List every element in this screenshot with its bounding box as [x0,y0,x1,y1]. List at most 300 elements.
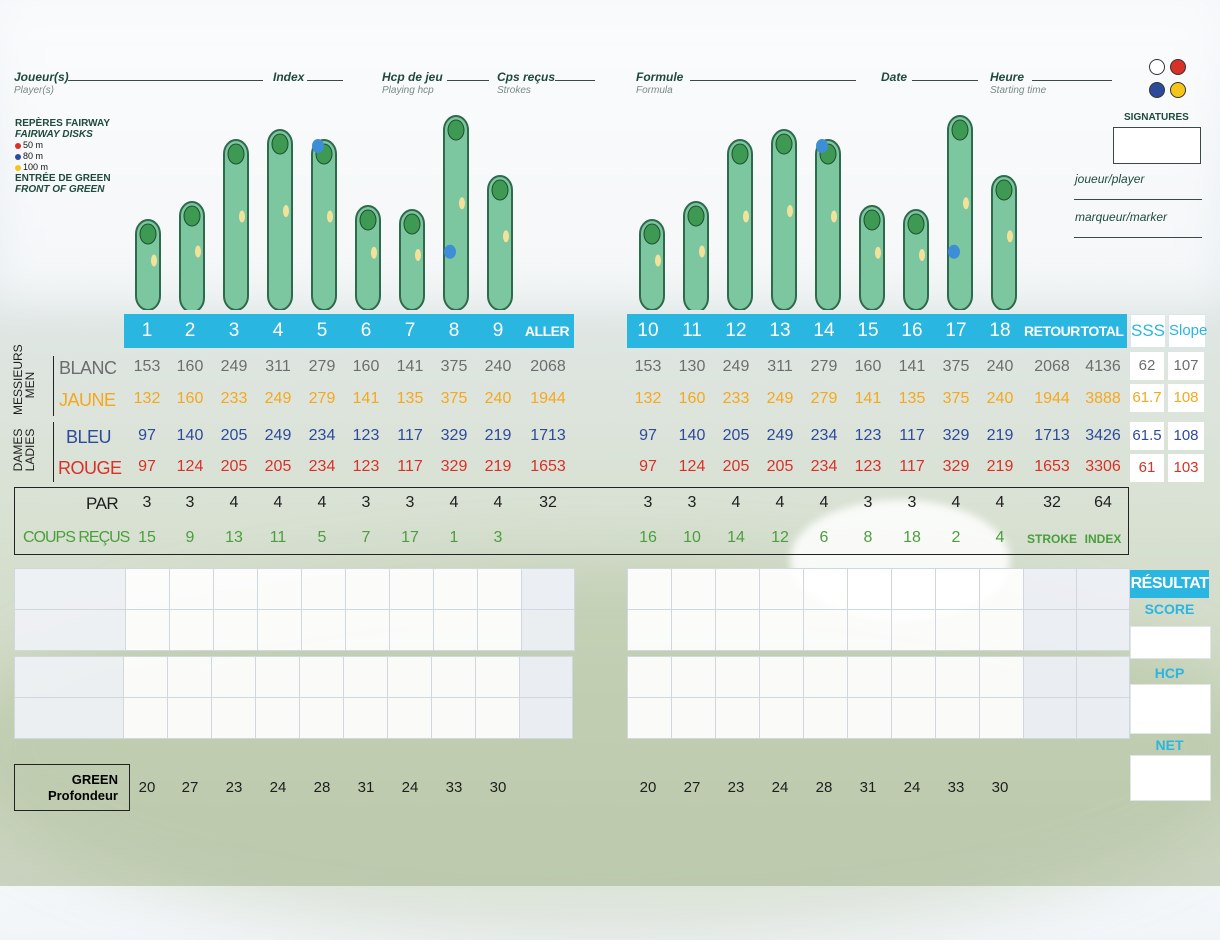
score-row [15,698,573,739]
score-cell[interactable] [344,698,388,739]
back-bleu-cell: 205 [722,427,750,444]
time-input-line[interactable] [1032,80,1112,81]
score-cell[interactable] [848,569,892,610]
front-blanc-cell: 375 [440,358,468,375]
score-cell[interactable] [258,569,302,610]
score-cell[interactable] [672,569,716,610]
hole-maps-back [624,110,1024,310]
back-rouge-cell: 124 [678,458,706,475]
score-cell[interactable] [432,657,476,698]
green-shape [404,214,420,234]
back-par-cell: 4 [995,494,1005,511]
back-jaune-cell: 141 [854,390,882,407]
front-coups-cell: 7 [361,529,371,546]
hole-number: 17 [945,320,967,341]
back-green-cell: 27 [683,779,701,796]
score-total-cell[interactable] [522,610,575,651]
score-cell[interactable] [126,610,170,651]
fairway-shape [224,140,248,310]
score-cell[interactable] [892,610,936,651]
back-rouge-cell: 234 [810,458,838,475]
net-box[interactable] [1130,755,1211,801]
hole-number: 12 [725,320,747,341]
score-total-cell[interactable] [1077,698,1130,739]
green-shape [228,144,244,164]
score-row [628,610,1130,651]
hole-maps-front [120,110,520,310]
score-cell[interactable] [300,657,344,698]
front-jaune-cell: 135 [396,390,424,407]
score-cell[interactable] [760,657,804,698]
front-coups-cell: 11 [269,529,287,546]
score-cell[interactable] [212,657,256,698]
slope-header: Slope [1168,314,1206,348]
front-coups-cell: 3 [493,529,503,546]
score-cell[interactable] [716,610,760,651]
bunker-shape [371,247,377,259]
score-cell[interactable] [256,657,300,698]
front-green-cell: 28 [313,779,331,796]
front-blanc-cell: 160 [352,358,380,375]
hole-number: 18 [989,320,1011,341]
hcp-field: Hcp de jeu Playing hcp [382,70,443,96]
green-shape [360,210,376,230]
score-cell[interactable] [848,657,892,698]
front-par-cell: 4 [493,494,503,511]
score-box[interactable] [1130,626,1211,659]
score-cell[interactable] [804,657,848,698]
front-rouge-cell: 205 [264,458,292,475]
score-cell[interactable] [980,698,1024,739]
player-name-cell[interactable] [15,657,124,698]
back-jaune-cell: 3888 [1085,390,1121,407]
score-cell[interactable] [628,698,672,739]
score-grid-front-top[interactable] [14,568,575,651]
score-cell[interactable] [804,610,848,651]
score-cell[interactable] [168,657,212,698]
front-jaune-cell: 240 [484,390,512,407]
ladies-divider [53,422,54,482]
bunker-shape [963,197,969,209]
score-cell[interactable] [346,610,390,651]
score-total-cell[interactable] [522,569,575,610]
score-cell[interactable] [168,698,212,739]
back-blanc-cell: 130 [678,358,706,375]
back-rouge-cell: 219 [986,458,1014,475]
blue-disk-icon [15,154,21,160]
back-bleu-cell: 234 [810,427,838,444]
front-par-cell: 3 [142,494,152,511]
player-name-cell[interactable] [15,610,126,651]
green-shape [644,224,660,244]
back-jaune-cell: 132 [634,390,662,407]
score-cell[interactable] [476,698,520,739]
hole-number: 16 [901,320,923,341]
back-rouge-cell: 1653 [1034,458,1070,475]
back-coups-cell: 14 [727,529,745,546]
score-cell[interactable] [124,657,168,698]
score-total-cell[interactable] [1024,610,1077,651]
bunker-shape [239,211,245,223]
score-total-cell[interactable] [520,657,573,698]
men-group-label: MESSIEURS MEN [11,344,37,415]
bunker-shape [699,246,705,258]
front-jaune-cell: 1944 [530,390,566,407]
back-rouge-cell: 123 [854,458,882,475]
front-par-cell: 3 [405,494,415,511]
front-blanc-cell: 249 [220,358,248,375]
score-cell[interactable] [432,698,476,739]
front-bleu-cell: 97 [138,427,156,444]
score-cell[interactable] [980,657,1024,698]
score-total-cell[interactable] [1024,569,1077,610]
slope-blanc-cell: 107 [1168,352,1204,380]
total-header: TOTAL [1080,323,1124,339]
tee-dot-icon [1170,82,1186,98]
back-blanc-cell: 279 [810,358,838,375]
back-coups-cell: 12 [771,529,789,546]
front-coups-cell: 9 [185,529,195,546]
score-total-cell[interactable] [1024,657,1077,698]
bunker-shape [1007,230,1013,242]
front-coups-cell: 17 [401,529,419,546]
back-rouge-cell: 329 [942,458,970,475]
front-par-cell: 3 [185,494,195,511]
score-cell[interactable] [124,698,168,739]
back-green-cell: 28 [815,779,833,796]
back-coups-cell: 8 [863,529,873,546]
score-cell[interactable] [760,698,804,739]
front-bleu-cell: 1713 [530,427,566,444]
back-bleu-cell: 3426 [1085,427,1121,444]
bunker-shape [831,211,837,223]
score-cell[interactable] [170,569,214,610]
hole-number: 2 [184,320,196,341]
front-coups-cell: 15 [138,529,156,546]
front-rouge-cell: 97 [138,458,156,475]
row-label-jaune: JAUNE [59,390,116,410]
score-grid-back-bottom[interactable] [627,656,1130,739]
back-coups-cell: 6 [819,529,829,546]
formula-field: Formule Formula [636,70,684,96]
fairway-shape [728,140,752,310]
back-coups-cell: 4 [995,529,1005,546]
score-cell[interactable] [300,698,344,739]
slope-bleu-cell: 108 [1168,422,1204,450]
score-cell[interactable] [716,698,760,739]
front-par-cell: 4 [317,494,327,511]
signature-box[interactable] [1113,127,1201,164]
back-green-cell: 20 [639,779,657,796]
slope-jaune-cell: 108 [1168,384,1204,412]
score-cell[interactable] [848,610,892,651]
front-rouge-cell: 219 [484,458,512,475]
back-jaune-cell: 375 [942,390,970,407]
back-par-cell: 4 [731,494,741,511]
front-coups-cell: 13 [225,529,243,546]
front-jaune-cell: 249 [264,390,292,407]
front-rouge-cell: 205 [220,458,248,475]
back-bleu-cell: 219 [986,427,1014,444]
bunker-shape [195,246,201,258]
back-jaune-cell: 1944 [1034,390,1070,407]
back-blanc-cell: 249 [722,358,750,375]
back-bleu-cell: 1713 [1034,427,1070,444]
green-shape [448,120,464,140]
row-label-rouge: ROUGE [58,458,122,478]
row-label-par: PAR [86,494,119,513]
water-hazard-shape [312,139,324,153]
front-rouge-cell: 329 [440,458,468,475]
row-label-bleu: BLEU [66,427,112,447]
score-cell[interactable] [214,610,258,651]
men-divider [53,356,54,416]
hole-number: 10 [637,320,659,341]
score-row [628,698,1130,739]
score-cell[interactable] [258,610,302,651]
bunker-shape [327,211,333,223]
score-cell[interactable] [672,657,716,698]
score-total-cell[interactable] [520,698,573,739]
player-signature-label: joueur/player [1075,172,1145,186]
player-input-line[interactable] [68,80,263,81]
hole-number: 13 [769,320,791,341]
green-shape [996,180,1012,200]
score-grid-front-bottom[interactable] [14,656,573,739]
score-cell[interactable] [344,657,388,698]
score-cell[interactable] [388,657,432,698]
yellow-disk-icon [15,165,21,171]
hole-number: 4 [272,320,284,341]
front-green-cell: 20 [138,779,156,796]
score-label: SCORE [1144,601,1195,617]
score-cell[interactable] [980,569,1024,610]
score-cell[interactable] [434,610,478,651]
back-green-cell: 30 [991,779,1009,796]
front-rouge-cell: 124 [176,458,204,475]
back-par-cell: 3 [863,494,873,511]
hcp-box[interactable] [1130,684,1211,734]
marker-signature-line[interactable] [1074,237,1202,238]
front-blanc-cell: 240 [484,358,512,375]
front-rouge-cell: 234 [308,458,336,475]
green-shape [688,206,704,226]
front-par-cell: 4 [449,494,459,511]
score-cell[interactable] [980,610,1024,651]
back-coups-cell: 16 [639,529,657,546]
score-cell[interactable] [390,569,434,610]
back-par-cell: 3 [687,494,697,511]
score-cell[interactable] [126,569,170,610]
front-jaune-cell: 279 [308,390,336,407]
front-green-cell: 33 [445,779,463,796]
result-header: RÉSULTAT [1130,570,1209,598]
score-cell[interactable] [388,698,432,739]
score-cell[interactable] [760,610,804,651]
index-field: Index [273,70,305,84]
front-blanc-cell: 279 [308,358,336,375]
back-jaune-cell: 240 [986,390,1014,407]
back-jaune-cell: 249 [766,390,794,407]
score-cell[interactable] [478,569,522,610]
score-cell[interactable] [256,698,300,739]
hole-number: 11 [682,320,702,341]
sss-blanc-cell: 62 [1130,352,1164,380]
score-total-cell[interactable] [1077,569,1130,610]
player-name-cell[interactable] [15,569,126,610]
score-total-cell[interactable] [1077,657,1130,698]
date-field: Date [881,70,908,84]
front-jaune-cell: 233 [220,390,248,407]
tee-dot-icon [1149,82,1165,98]
score-cell[interactable] [892,698,936,739]
score-cell[interactable] [936,610,980,651]
score-cell[interactable] [892,569,936,610]
score-cell[interactable] [346,569,390,610]
bunker-shape [743,211,749,223]
index-input-line[interactable] [307,80,343,81]
fairway-shape [948,116,972,310]
back-blanc-cell: 375 [942,358,970,375]
back-par-cell: 3 [907,494,917,511]
back-blanc-cell: 141 [898,358,926,375]
fairway-shape [772,130,796,310]
front-bleu-cell: 219 [484,427,512,444]
score-cell[interactable] [628,569,672,610]
score-cell[interactable] [892,657,936,698]
player-field: Joueur(s) Player(s) [14,70,69,96]
score-cell[interactable] [804,698,848,739]
strokes-input-line[interactable] [555,80,595,81]
row-label-blanc: BLANC [59,358,117,378]
score-cell[interactable] [936,657,980,698]
front-jaune-cell: 375 [440,390,468,407]
front-blanc-cell: 160 [176,358,204,375]
score-total-cell[interactable] [1024,698,1077,739]
front-green-cell: 27 [181,779,199,796]
signatures-title: SIGNATURES [1124,112,1189,123]
score-cell[interactable] [302,610,346,651]
back-rouge-cell: 97 [639,458,657,475]
score-cell[interactable] [434,569,478,610]
score-cell[interactable] [628,610,672,651]
back-par-cell: 3 [643,494,653,511]
back-bleu-cell: 140 [678,427,706,444]
score-cell[interactable] [212,698,256,739]
score-cell[interactable] [804,569,848,610]
back-green-cell: 33 [947,779,965,796]
score-cell[interactable] [476,657,520,698]
score-cell[interactable] [716,657,760,698]
hole-number: 8 [448,320,460,341]
back-par-cell: 32 [1043,494,1061,511]
green-shape [952,120,968,140]
date-input-line[interactable] [912,80,978,81]
fairway-shape [444,116,468,310]
back-bleu-cell: 329 [942,427,970,444]
score-cell[interactable] [716,569,760,610]
water-hazard-shape [444,245,456,259]
aller-header: ALLER [524,323,570,339]
score-cell[interactable] [936,698,980,739]
back-par-cell: 4 [819,494,829,511]
tee-dot-icon [1149,59,1165,75]
score-cell[interactable] [302,569,346,610]
bunker-shape [283,205,289,217]
front-jaune-cell: 160 [176,390,204,407]
marker-signature-label: marqueur/marker [1075,210,1168,224]
back-coups-cell: INDEX [1084,532,1122,546]
back-par-cell: 64 [1094,494,1112,511]
hole-number: 3 [228,320,240,341]
bunker-shape [151,255,157,267]
front-green-cell: 24 [401,779,419,796]
back-rouge-cell: 3306 [1085,458,1121,475]
slope-rouge-cell: 103 [1168,454,1204,482]
back-green-cell: 24 [771,779,789,796]
green-shape [184,206,200,226]
score-total-cell[interactable] [1077,610,1130,651]
front-blanc-cell: 141 [396,358,424,375]
score-cell[interactable] [936,569,980,610]
back-bleu-cell: 117 [899,427,925,444]
back-blanc-cell: 160 [854,358,882,375]
score-cell[interactable] [214,569,258,610]
front-coups-cell: 1 [449,529,459,546]
front-bleu-cell: 205 [220,427,248,444]
score-row [628,657,1130,698]
front-rouge-cell: 1653 [530,458,566,475]
back-jaune-cell: 233 [722,390,750,407]
score-cell[interactable] [628,657,672,698]
score-cell[interactable] [760,569,804,610]
green-shape [776,134,792,154]
back-green-cell: 23 [727,779,745,796]
hcp-input-line[interactable] [447,80,489,81]
score-row [15,610,575,651]
green-shape [492,180,508,200]
fairway-shape [312,140,336,310]
score-cell[interactable] [170,610,214,651]
back-coups-cell: 10 [683,529,701,546]
score-cell[interactable] [672,610,716,651]
score-row [15,657,573,698]
bunker-shape [503,230,509,242]
red-disk-icon [15,143,21,149]
score-cell[interactable] [478,610,522,651]
water-hazard-shape [816,139,828,153]
player-signature-line[interactable] [1074,199,1202,200]
front-bleu-cell: 117 [397,427,423,444]
front-green-cell: 23 [225,779,243,796]
back-green-cell: 31 [859,779,877,796]
front-bleu-cell: 234 [308,427,336,444]
formula-input-line[interactable] [690,80,856,81]
score-grid-back-top[interactable] [627,568,1130,651]
water-hazard-shape [948,245,960,259]
score-cell[interactable] [390,610,434,651]
score-cell[interactable] [672,698,716,739]
green-shape [864,210,880,230]
green-shape [908,214,924,234]
front-coups-cell: 5 [317,529,327,546]
player-name-cell[interactable] [15,698,124,739]
back-rouge-cell: 205 [766,458,794,475]
front-green-cell: 31 [357,779,375,796]
score-cell[interactable] [848,698,892,739]
strokes-field: Cps reçus Strokes [497,70,556,96]
tee-dot-icon [1170,59,1186,75]
